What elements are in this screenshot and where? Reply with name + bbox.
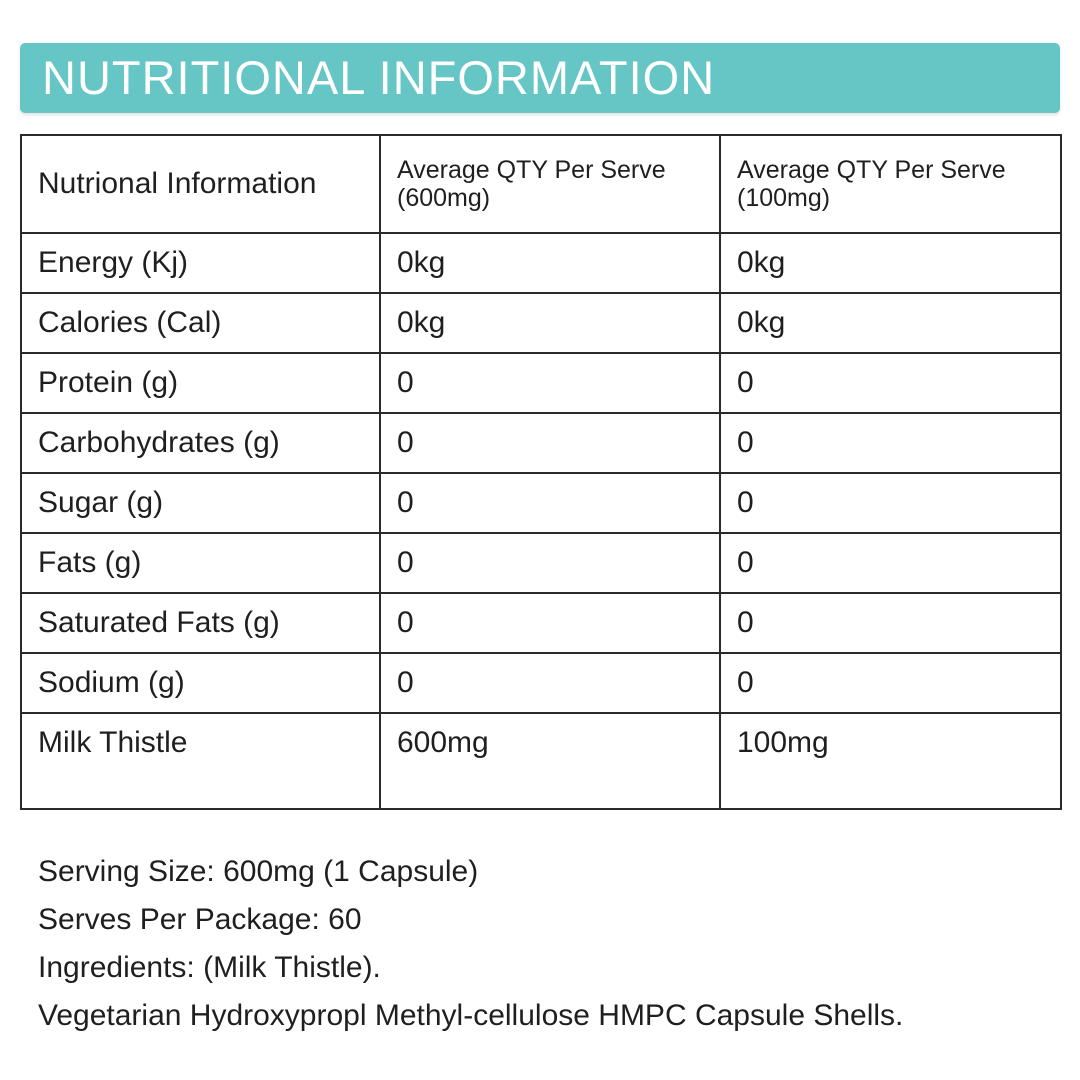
nutrient-name: Energy (Kj) <box>21 233 380 293</box>
header-nutrient <box>21 135 380 233</box>
header-per-serve-600mg-label: Average QTY Per Serve (600mg) <box>397 156 666 212</box>
table-row <box>21 413 1061 473</box>
table-row <box>21 293 1061 353</box>
value-600mg: 0kg <box>380 233 720 293</box>
title-banner <box>20 43 1060 113</box>
product-details <box>38 848 1048 1040</box>
value-100mg: 0 <box>720 353 1061 413</box>
table-row <box>21 353 1061 413</box>
header-per-serve-100mg <box>720 135 1061 233</box>
table-row <box>21 653 1061 713</box>
header-nutrient-label: Nutrional Information <box>38 167 317 200</box>
nutrient-name: Calories (Cal) <box>21 293 380 353</box>
value-600mg: 0kg <box>380 293 720 353</box>
header-per-serve-600mg <box>380 135 720 233</box>
value-100mg: 0 <box>720 533 1061 593</box>
value-600mg: 0 <box>380 593 720 653</box>
nutrient-name: Protein (g) <box>21 353 380 413</box>
value-600mg: 0 <box>380 353 720 413</box>
nutrient-name: Sugar (g) <box>21 473 380 533</box>
nutrient-name: Fats (g) <box>21 533 380 593</box>
value-100mg: 0kg <box>720 293 1061 353</box>
nutrition-table <box>20 134 1062 810</box>
value-100mg: 0 <box>720 593 1061 653</box>
table-row <box>21 233 1061 293</box>
nutrient-name: Milk Thistle <box>21 713 380 809</box>
value-600mg: 0 <box>380 413 720 473</box>
nutrient-name: Carbohydrates (g) <box>21 413 380 473</box>
serving-size: Serving Size: 600mg (1 Capsule) <box>38 855 479 888</box>
value-600mg: 600mg <box>380 713 720 809</box>
nutrient-name: Sodium (g) <box>21 653 380 713</box>
header-per-serve-100mg-label: Average QTY Per Serve (100mg) <box>737 156 1006 212</box>
value-100mg: 0kg <box>720 233 1061 293</box>
table-header-row <box>21 135 1061 233</box>
value-100mg: 0 <box>720 473 1061 533</box>
ingredients: Ingredients: (Milk Thistle). <box>38 951 381 984</box>
value-600mg: 0 <box>380 653 720 713</box>
table-row <box>21 533 1061 593</box>
page-title: NUTRITIONAL INFORMATION <box>42 51 716 104</box>
table-row <box>21 593 1061 653</box>
nutrient-name: Saturated Fats (g) <box>21 593 380 653</box>
table-row <box>21 713 1061 809</box>
value-600mg: 0 <box>380 533 720 593</box>
value-100mg: 0 <box>720 413 1061 473</box>
value-600mg: 0 <box>380 473 720 533</box>
value-100mg: 100mg <box>720 713 1061 809</box>
table-row <box>21 473 1061 533</box>
value-100mg: 0 <box>720 653 1061 713</box>
serves-per-package: Serves Per Package: 60 <box>38 903 362 936</box>
capsule-description: Vegetarian Hydroxypropl Methyl-cellulose HMPC Capsule Shells. <box>38 999 904 1032</box>
